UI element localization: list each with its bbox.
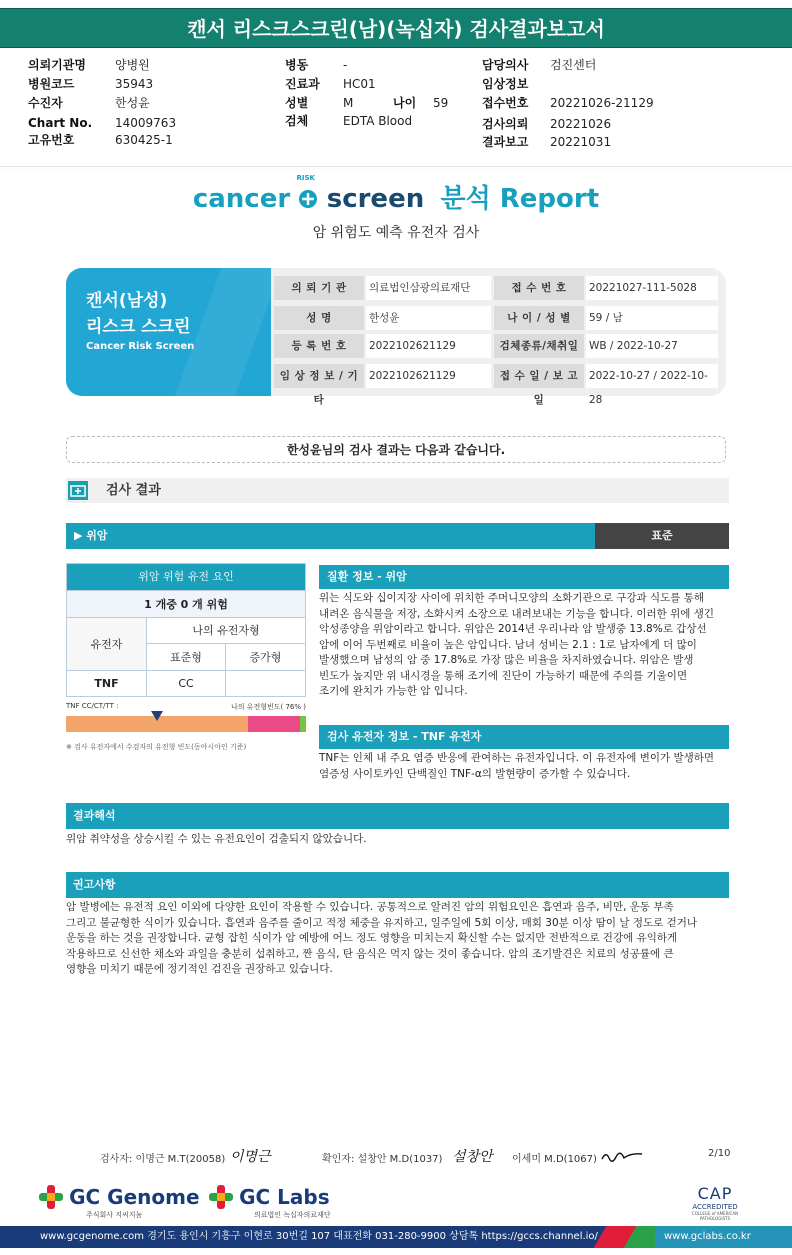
tester-info: 검사자: 이명근 M.T(20058) bbox=[100, 1154, 226, 1165]
dept-label: 진료과 bbox=[285, 77, 320, 91]
risk-factor-table bbox=[66, 563, 306, 697]
specimen-value: EDTA Blood bbox=[343, 114, 413, 128]
freq-bar-left-label: TNF CC/CT/TT : bbox=[66, 702, 119, 710]
increased-header: 증가형 bbox=[226, 644, 305, 671]
recommend-text bbox=[66, 900, 729, 978]
increased-value bbox=[226, 671, 305, 697]
result-folder-icon bbox=[68, 481, 88, 500]
logo-report: 분석 Report bbox=[440, 184, 600, 214]
doctor-label: 담당의사 bbox=[482, 58, 529, 72]
banner-title bbox=[86, 288, 190, 340]
greeting-box: 한성윤님의 검사 결과는 다음과 같습니다. bbox=[66, 436, 726, 463]
banner-title-block bbox=[66, 268, 271, 396]
chart-value: 14009763 bbox=[115, 116, 177, 130]
page-number: 2/10 bbox=[708, 1148, 731, 1159]
checker2-info: 이세미 M.D(1067) bbox=[512, 1154, 597, 1165]
logo-cancer: cancer bbox=[192, 184, 291, 214]
gc-cross-icon bbox=[38, 1184, 64, 1210]
banner-key-specimen: 검체종류/채취일 bbox=[494, 334, 584, 358]
hospital-code-value: 35943 bbox=[115, 77, 154, 91]
patient-value: 한성윤 bbox=[115, 96, 150, 110]
disease-line: 위는 식도와 십이지장 사이에 위치한 주머니모양의 소화기관으로 구강과 식도를 통해 bbox=[319, 592, 705, 604]
chart-label: Chart No. bbox=[28, 116, 93, 130]
report-title: 캔서 리스크스크린(남)(녹십자) 검사결과보고서 bbox=[0, 8, 792, 48]
banner-key-register: 등 록 번 호 bbox=[274, 334, 364, 358]
request-value: 20221026 bbox=[550, 117, 612, 131]
disease-info-text bbox=[319, 591, 729, 700]
report-value: 20221031 bbox=[550, 135, 612, 149]
risk-count: 1 개중 0 개 위험 bbox=[67, 590, 305, 617]
ward-label: 병동 bbox=[285, 58, 309, 72]
interpretation-text: 위암 취약성을 상승시킬 수 있는 유전요인이 검출되지 않았습니다. bbox=[66, 833, 367, 845]
logo-screen: screen bbox=[326, 184, 425, 214]
disease-info-section bbox=[319, 565, 729, 700]
section-title: 검사 결과 bbox=[66, 478, 729, 503]
gc-genome-logo bbox=[38, 1184, 200, 1220]
recommend-title: 권고사항 bbox=[66, 872, 729, 898]
receipt-value: 20221026-21129 bbox=[550, 96, 654, 110]
footer-bar bbox=[0, 1226, 792, 1248]
gc-labs-text: GC Labs bbox=[239, 1185, 330, 1209]
disease-line: 발생했으며 남성의 암 중 17.8%로 가장 많은 비율을 차지하였습니다. 위암은 발생 bbox=[319, 654, 694, 666]
summary-banner bbox=[66, 268, 726, 406]
disease-line: 조기에 완치가 가능한 암 입니다. bbox=[319, 685, 468, 697]
recommend-line: 그리고 불균형한 식이가 있습니다. 흡연과 음주를 줄이고 적정 체중을 유지하고, 일주일에 5회 이상, 매회 30분 이상 땀이 날 정도로 걷거나 bbox=[66, 916, 698, 929]
unique-value: 630425-1 bbox=[115, 133, 173, 147]
clinical-label: 임상정보 bbox=[482, 77, 529, 91]
cancer-type-bar: ▶ 위암 bbox=[66, 523, 595, 549]
banner-key-age-sex: 나 이 / 성 별 bbox=[494, 306, 584, 330]
gene-info-section bbox=[319, 725, 729, 782]
banner-key-name: 성 명 bbox=[274, 306, 364, 330]
header-divider bbox=[0, 166, 792, 167]
my-genotype-header: 나의 유전자형 bbox=[147, 618, 305, 644]
gene-name: TNF bbox=[67, 671, 147, 697]
unique-label: 고유번호 bbox=[28, 133, 75, 147]
footer-address: www.gcgenome.com 경기도 용인시 기흥구 이현로 30번길 107 대표전화 031-280-9900 상담톡 https://gccs.channel.io/ bbox=[40, 1231, 598, 1242]
doctor-value: 검진센터 bbox=[550, 58, 597, 72]
gc-genome-text: GC Genome bbox=[69, 1185, 200, 1209]
dept-value: HC01 bbox=[343, 77, 376, 91]
gene-col-header: 유전자 bbox=[67, 618, 147, 671]
specimen-label: 검체 bbox=[285, 114, 309, 128]
banner-title-en: Cancer Risk Screen bbox=[86, 341, 195, 352]
cap-sub: ACCREDITED bbox=[692, 1203, 738, 1211]
genotype-frequency-bar bbox=[66, 716, 306, 732]
gene-info-title: 검사 유전자 정보 - TNF 유전자 bbox=[319, 725, 729, 749]
gc-labs-logo bbox=[208, 1184, 331, 1220]
sex-value: M bbox=[343, 96, 354, 110]
cancer-screen-logo bbox=[0, 174, 792, 215]
banner-val-register: 2022102621129 bbox=[366, 334, 491, 358]
report-label: 결과보고 bbox=[482, 135, 529, 149]
recommend-line: 암 발병에는 유전적 요인 이외에 다양한 요인이 작용할 수 있습니다. 공통적으로 알려진 암의 위험요인은 흡연과 음주, 비만, 운동 부족 bbox=[66, 901, 674, 913]
hospital-code-label: 병원코드 bbox=[28, 77, 75, 91]
age-value: 59 bbox=[433, 96, 449, 110]
frequency-note: ※ 검사 유전자에서 수검자의 유전형 빈도(동아시아인 기준) bbox=[66, 743, 247, 751]
risk-table-grid bbox=[67, 617, 305, 696]
banner-val-clinical: 2022102621129 bbox=[366, 364, 491, 388]
disease-line: 내려온 음식물을 저장, 소화시켜 소장으로 내려보내는 기능을 합니다. 이러한 위에 생긴 bbox=[319, 607, 715, 620]
banner-title-line2: 리스크 스크린 bbox=[86, 317, 191, 337]
banner-key-receipt: 접 수 번 호 bbox=[494, 276, 584, 300]
recommend-line: 작용하므로 신선한 채소와 과일을 충분히 섭취하고, 짠 음식, 탄 음식은 먹지 않는 것이 좋습니다. 암의 조기발견은 치료의 성공률에 큰 bbox=[66, 947, 674, 960]
patient-label: 수진자 bbox=[28, 96, 63, 110]
checker-signature: 설창안 bbox=[452, 1149, 493, 1165]
request-label: 검사의뢰 bbox=[482, 117, 529, 131]
logo-risk: RISK bbox=[296, 174, 315, 182]
banner-key-institution: 의 뢰 기 관 bbox=[274, 276, 364, 300]
recommend-line: 영향을 미치기 때문에 정기적인 검진을 권장하고 있습니다. bbox=[66, 963, 333, 975]
banner-title-line1: 캔서(남성) bbox=[86, 291, 168, 311]
banner-val-receipt: 20221027-111-5028 bbox=[586, 276, 718, 300]
risk-table-header: 위암 위험 유전 요인 bbox=[67, 564, 305, 590]
plus-icon bbox=[296, 174, 318, 206]
cap-sub2: COLLEGE of AMERICAN PATHOLOGISTS bbox=[691, 1211, 739, 1221]
sex-label: 성별 bbox=[285, 96, 309, 110]
checker2-signature bbox=[600, 1148, 644, 1167]
footer-website[interactable]: www.gclabs.co.kr bbox=[664, 1231, 751, 1242]
standard-header: 표준형 bbox=[147, 644, 226, 671]
banner-val-specimen: WB / 2022-10-27 bbox=[586, 334, 718, 358]
banner-val-age-sex: 59 / 남 bbox=[586, 306, 718, 330]
my-genotype-marker bbox=[151, 711, 163, 721]
freq-segment-tt bbox=[300, 716, 306, 732]
banner-key-dates: 접 수 일 / 보 고 일 bbox=[494, 364, 584, 388]
gene-line: TNF는 인체 내 주요 염증 반응에 관여하는 유전자입니다. 이 유전자에 변이가 발생하면 bbox=[319, 752, 715, 764]
standard-value: CC bbox=[147, 671, 226, 697]
banner-val-institution: 의료법인삼광의료재단 bbox=[366, 276, 491, 300]
age-label: 나이 bbox=[393, 96, 417, 110]
receipt-label: 접수번호 bbox=[482, 96, 529, 110]
gc-cross-icon-2 bbox=[208, 1184, 234, 1210]
disease-line: 악성종양을 위암이라고 합니다. 위암은 2014년 우리나라 암 발생중 13.8%로 갑상선 bbox=[319, 623, 707, 635]
gene-line: 염증성 사이토카인 단백질인 TNF-α의 발현량이 증가할 수 있습니다. bbox=[319, 767, 631, 780]
tester-signature: 이명근 bbox=[230, 1149, 271, 1165]
banner-key-clinical: 임 상 정 보 / 기 타 bbox=[274, 364, 364, 388]
interpretation-title: 결과해석 bbox=[66, 803, 729, 829]
institution-value: 양병원 bbox=[115, 58, 150, 72]
disease-info-title: 질환 정보 - 위암 bbox=[319, 565, 729, 589]
cap-text: CAP bbox=[697, 1184, 733, 1203]
banner-val-name: 한성윤 bbox=[366, 306, 491, 330]
disease-line: 암에 이어 두번째로 비율이 높은 암입니다. 남녀 성비는 2.1 : 1로 남자에게 더 많이 bbox=[319, 638, 697, 651]
freq-segment-ct bbox=[248, 716, 300, 732]
ward-value: - bbox=[343, 58, 348, 72]
freq-bar-right-label: 나의 유전형빈도( 76% ) bbox=[230, 703, 306, 711]
disease-line: 빈도가 높지만 위 내시경을 통해 조기에 진단이 가능하기 때문에 주의를 기울이면 bbox=[319, 669, 688, 682]
gene-info-text bbox=[319, 751, 729, 782]
gc-labs-sub: 의료법인 녹십자의료재단 bbox=[254, 1211, 331, 1219]
cancer-status-badge: 표준 bbox=[595, 523, 729, 549]
cap-logo bbox=[680, 1184, 750, 1221]
institution-label: 의뢰기관명 bbox=[28, 58, 86, 72]
banner-val-dates: 2022-10-27 / 2022-10-28 bbox=[586, 364, 718, 388]
checker-info: 확인자: 설창안 M.D(1037) bbox=[322, 1154, 443, 1165]
gc-genome-sub: 주식회사 지씨지놈 bbox=[86, 1211, 143, 1219]
recommend-line: 운동을 하는 것을 권장합니다. 균형 잡힌 식이가 암 예방에 어느 정도 영향을 미치는지 확신할 수는 없지만 전반적으로 건강에 유익하게 bbox=[66, 932, 678, 944]
subtitle: 암 위험도 예측 유전자 검사 bbox=[312, 225, 480, 241]
